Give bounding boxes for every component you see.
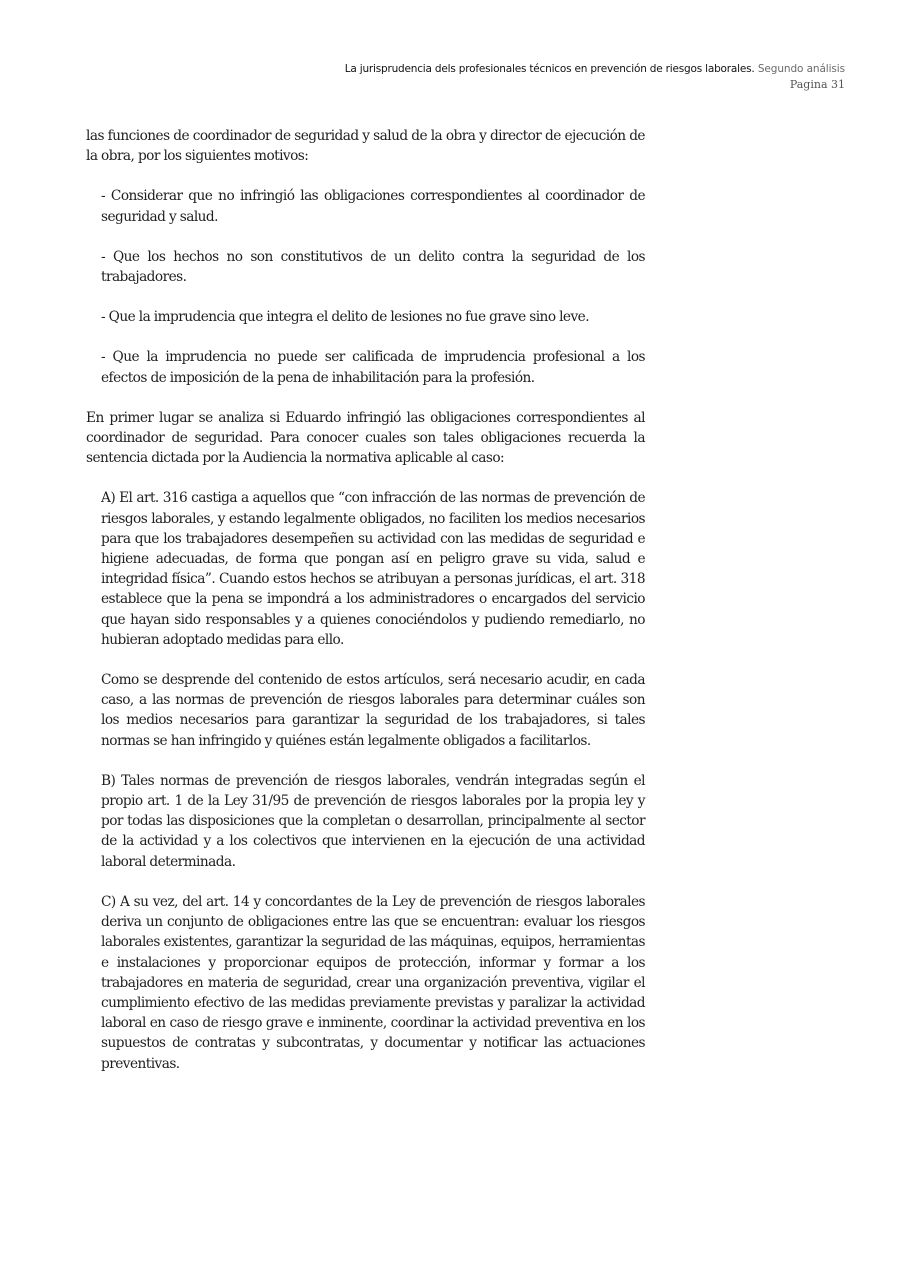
normativa-b-paragraph: B) Tales normas de prevención de riesgos laborales, vendrán integradas según el propio art. 1 de la Ley 31/95 de prevención de riesgos laborales por la propia ley y por todas las disposiciones que la completan o desarrollan, principalmente al sector de la actividad y a los colectivos que intervienen en la ejecución de una actividad laboral determinada. bbox=[101, 772, 645, 870]
running-header bbox=[345, 62, 845, 92]
motivo-item-4: - Que la imprudencia no puede ser calificada de imprudencia profesional a los efectos de imposición de la pena de inhabilitación para la profesión. bbox=[101, 349, 645, 386]
normativa-commentary-paragraph: Como se desprende del contenido de estos artículos, será necesario acudir, en cada caso, a las normas de prevención de riesgos laborales para determinar cuáles son los medios necesarios para garantizar la seguridad de los trabajadores, si tales normas se han infringido y quiénes están legalmente obligados a facilitarlos. bbox=[101, 672, 645, 749]
analysis-paragraph: En primer lugar se analiza si Eduardo infringió las obligaciones correspondientes al coordinador de seguridad. Para conocer cuales son tales obligaciones recuerda la sentencia dictada por la Audiencia la normativa aplicable al caso: bbox=[86, 409, 645, 467]
header-title: La jurisprudencia dels profesionales técnicos en prevención de riesgos laborales. bbox=[344, 63, 755, 75]
header-subtitle: Segundo análisis bbox=[757, 63, 845, 75]
normativa-c-paragraph: C) A su vez, del art. 14 y concordantes de la Ley de prevención de riesgos laborales deriva un conjunto de obligaciones entre las que se encuentran: evaluar los riesgos laborales existentes, garantizar la seguridad de las máquinas, equipos, herramientas e instalaciones y proporcionar equipos de protección, informar y formar a los trabajadores en materia de seguridad, crear una organización preventiva, vigilar el cumplimiento efectivo de las medidas previamente previstas y paralizar la actividad laboral en caso de riesgo grave e inminente, coordinar la actividad preventiva en los supuestos de contratas y subcontratas, y documentar y notificar las actuaciones preventivas. bbox=[101, 893, 645, 1072]
motivo-item-1: - Considerar que no infringió las obligaciones correspondientes al coordinador de seguridad y salud. bbox=[101, 188, 645, 225]
page-number: Pagina 31 bbox=[789, 78, 845, 91]
header-title-line bbox=[345, 62, 845, 77]
motivo-item-3: - Que la imprudencia que integra el delito de lesiones no fue grave sino leve. bbox=[101, 309, 590, 326]
normativa-a-paragraph: A) El art. 316 castiga a aquellos que “con infracción de las normas de prevención de riesgos laborales, y estando legalmente obligados, no faciliten los medios necesarios para que los trabajadores desempeñen su actividad con las medidas de seguridad e higiene adecuadas, de forma que pongan así en peligro grave su vida, salud e integridad física”. Cuando estos hechos se atribuyan a personas jurídicas, el art. 318 establece que la pena se impondrá a los administradores o encargados del servicio que hayan sido responsables y a quienes conociéndolos y pudiendo remediarlo, no hubieran adoptado medidas para ello. bbox=[101, 490, 645, 648]
intro-paragraph: las funciones de coordinador de seguridad y salud de la obra y director de ejecución de la obra, por los siguientes motivos: bbox=[86, 128, 645, 165]
motivo-item-2: - Que los hechos no son constitutivos de un delito contra la seguridad de los trabajadores. bbox=[101, 248, 645, 286]
body-text bbox=[86, 126, 645, 1074]
